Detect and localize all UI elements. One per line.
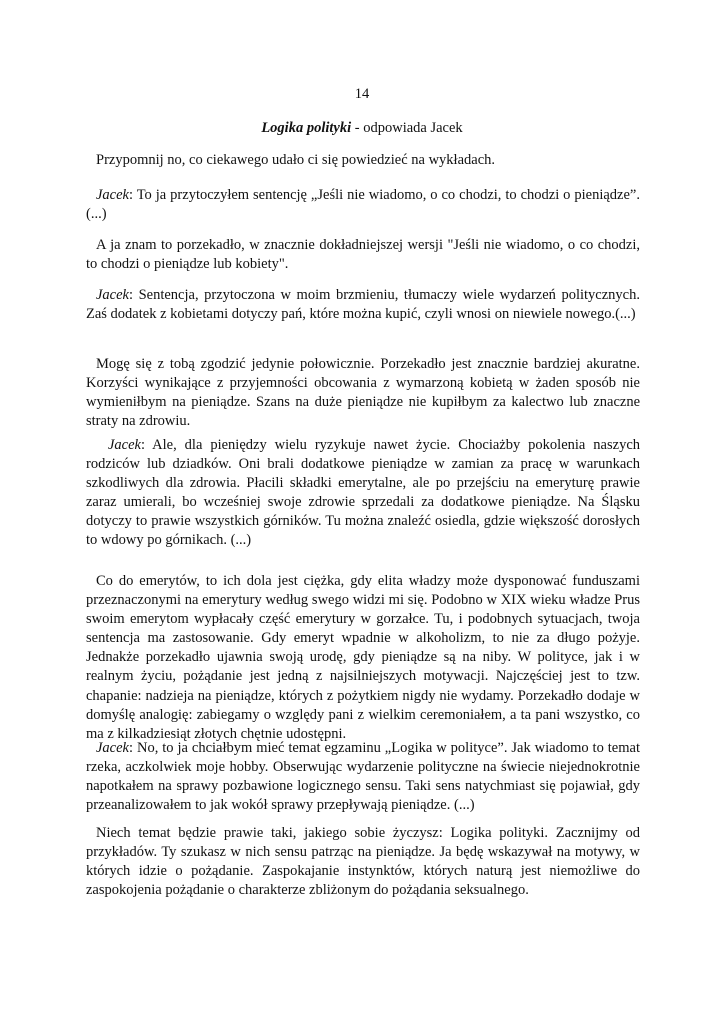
paragraph-text: : No, to ja chciałbym mieć temat egzaminu „Logika w polityce”. Jak wiadomo to temat rzeka, aczkolwiek moje hobby. Obserwując wydarzenie polityczne na świecie niejednokrotnie napotkałem na sprawy pozbawione logicznego sensu. Taki sens natychmiast się pojawiał, gdy przeanalizowałem to jak wokół sprawy przepływają pieniądze. (...): [86, 740, 640, 814]
paragraph-text: : Sentencja, przytoczona w moim brzmieniu, tłumaczy wiele wydarzeń politycznych. Zaś dodatek z kobietami dotyczy pań, które można kupić, czyli wnosi on niewiele nowego.(...): [86, 287, 640, 323]
paragraph-text: Przypomnij no, co ciekawego udało ci się powiedzieć na wykładach.: [96, 152, 496, 168]
speaker-name: Jacek: [96, 287, 129, 303]
paragraph-7: [86, 572, 640, 744]
speaker-name: Jacek: [96, 740, 129, 756]
paragraph-text: A ja znam to porzekadło, w znacznie dokładniejszej wersji "Jeśli nie wiadomo, o co chodzi, to chodzi o pieniądze lub kobiety".: [86, 237, 640, 273]
paragraph-4: [86, 286, 640, 324]
paragraph-text: : Ale, dla pieniędzy wielu ryzykuje nawet życie. Chociażby pokolenia naszych rodziców lub dziadków. Oni brali dodatkowe pieniądze w zamian za pracę w warunkach szkodliwych dla zdrowia. Płacili składki emerytalne, ale po przejściu na emeryturę prawie zaraz umierali, bo wcześniej swoje zdrowie sprzedali za dodatkowe pieniądze. Na Śląsku dotyczy to prawie wszystkich górników. Tu można znaleźć osiedla, gdzie większość dorosłych to wdowy po górnikach. (...): [86, 437, 640, 549]
paragraph-text: Niech temat będzie prawie taki, jakiego sobie życzysz: Logika polityki. Zacznijmy od przykładów. Ty szukasz w nich sensu patrząc na pieniądze. Ja będę wskazywał na motywy, w których idzie o pożądanie. Zaspokajanie instynktów, których naturą jest niemożliwe do zaspokojenia pożądanie o charakterze zbliżonym do pożądania seksualnego.: [86, 825, 640, 899]
title-rest: - odpowiada Jacek: [351, 120, 463, 136]
page-number: 14: [354, 86, 370, 102]
paragraph-text: Co do emerytów, to ich dola jest ciężka, gdy elita władzy może dysponować funduszami przeznaczonymi na emerytury według swego widzi mi się. Podobno w XIX wieku władze Prus swoim emerytom wypłacały część emerytury w gorzałce. Tu, i podobnych sytuacjach, twoja sentencja ma zastosowanie. Gdy emeryt wpadnie w alkoholizm, to nie za długo pożyje. Jednakże porzekadło ujawnia swoją urodę, gdy pieniądze są na niby. W polityce, jak i w realnym życiu, pożądanie jest jedną z najsilniejszych motywacji. Najczęściej jest to tzw. chapanie: nadzieja na pieniądze, których z pożytkiem nigdy nie wydamy. Porzekadło dodaje w domyślę analogię: zabiegamy o względy pani z wielkim ceremoniałem, a ta pani wszystko, co ma z kilkadziesiąt złotych chętnie udostępni.: [86, 573, 640, 742]
paragraph-text: : To ja przytoczyłem sentencję „Jeśli nie wiadomo, o co chodzi, to chodzi o pieniądze”. (...): [86, 187, 640, 223]
page-title: [0, 120, 724, 137]
speaker-name: Jacek: [96, 187, 129, 203]
speaker-name: Jacek: [108, 437, 141, 453]
paragraph-2: [86, 186, 640, 224]
paragraph-3: [86, 236, 640, 274]
paragraph-9: [86, 824, 640, 900]
paragraph-text: Mogę się z tobą zgodzić jedynie połowicznie. Porzekadło jest znacznie bardziej akuratne. Korzyści wynikające z przyjemności obcowania z wymarzoną kobietą w żaden sposób nie wymieniłbym na pieniądze. Szans na duże pieniądze nie kupiłbym za kalectwo lub znaczne straty na zdrowiu.: [86, 356, 640, 430]
paragraph-6: [86, 436, 640, 551]
paragraph-1: [86, 151, 640, 170]
title-italic: Logika polityki: [261, 120, 352, 136]
paragraph-5: [86, 355, 640, 431]
paragraph-8: [86, 739, 640, 815]
